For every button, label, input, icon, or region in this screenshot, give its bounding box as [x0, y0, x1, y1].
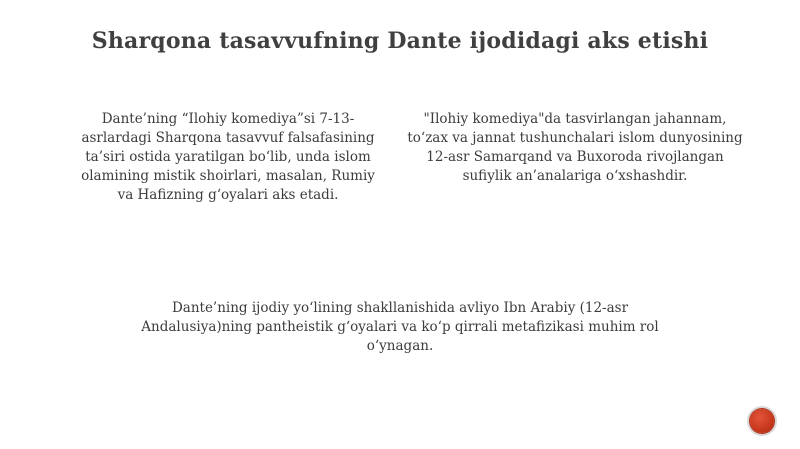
- text-block-right: "Ilohiy komediya"da tasvirlangan jahannam, toʻzax va jannat tushunchalari islom dunyosining 12-asr Samarqand va Buxoroda rivojlangan sufiylik an’analariga oʻxshashdir.: [407, 111, 743, 184]
- text-block-left: Dante’ning “Ilohiy komediya”si 7-13-asrlardagi Sharqona tasavvuf falsafasining ta’siri ostida yaratilgan boʻlib, unda islom olamining mistik shoirlari, masalan, Rumiy va Hafizning gʻoyalari aks etadi.: [81, 111, 375, 203]
- next-slide-button[interactable]: [747, 406, 777, 436]
- text-block-bottom: Dante’ning ijodiy yoʻlining shakllanishida avliyo Ibn Arabiy (12-asr Andalusiya)ning pantheistik gʻoyalari va koʻp qirrali metafizikasi muhim rol oʻynagan.: [141, 300, 659, 354]
- red-circle-icon: [750, 409, 774, 433]
- slide-title: Sharqona tasavvufning Dante ijodidagi aks etishi: [91, 28, 709, 54]
